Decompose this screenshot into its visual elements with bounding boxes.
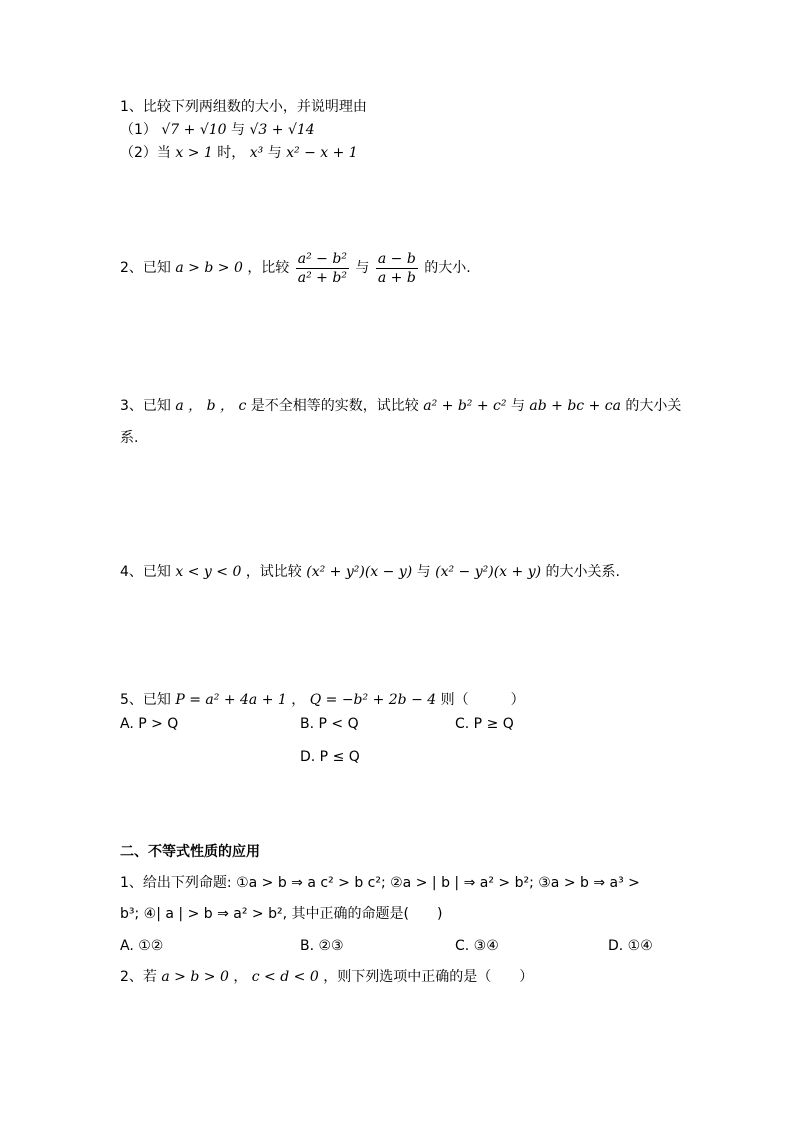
q3-line1 [120,396,681,416]
q2-compare: ，比较 [247,260,290,276]
q1-title: 1、比较下列两组数的大小，并说明理由 [120,99,367,115]
q2-suffix: 的大小. [424,260,471,276]
q2-fraction-1-denominator: a² + b² [297,269,347,286]
q4-mid: ，试比较 [245,564,302,580]
q2-cond: a > b > 0 [175,260,243,276]
section2-q2-sep: ， [233,969,248,985]
section2-q2-cond2: c < d < 0 [251,969,319,985]
section2-q1-line2: b³; ④| a | > b ⇒ a² > b², 其中正确的命题是( ) [120,906,443,922]
q5-prefix: 5、已知 [120,692,171,708]
q1-part2-with: 与 [267,145,282,161]
section2-q1-option-c: C. ③④ [455,938,499,954]
q4 [120,562,620,582]
q2-fraction-2-numerator: a − b [377,250,416,267]
q1-part2-label: （2）当 [120,145,171,161]
q1-part2-expr-a: x³ [249,145,264,161]
section2-heading: 二、不等式性质的应用 [120,844,260,860]
q1-part1-expr-a: √7 + √10 [161,122,227,138]
q3-with: 与 [510,398,525,414]
q3-line2: 系. [120,430,139,446]
q1-part1 [120,120,315,140]
q5 [120,690,525,710]
q2-prefix: 2、已知 [120,260,171,276]
q5-P: P = a² + 4a + 1 [175,692,287,708]
q1-part1-with: 与 [231,122,246,138]
q1-part1-label: （1） [120,122,157,138]
section2-q2 [120,967,533,987]
q3-vars: a ， b ， c [175,398,247,414]
q2-with: 与 [355,260,370,276]
q2-fraction-2 [376,250,418,287]
q5-sep: ， [291,692,306,708]
q3-prefix: 3、已知 [120,398,171,414]
section2-q2-prefix: 2、若 [120,969,157,985]
q3-expr-2: ab + bc + ca [529,398,621,414]
q5-option-c: C. P ≥ Q [455,716,514,732]
q5-suffix: 则（ ） [440,692,525,708]
section2-q1-option-a: A. ①② [120,938,164,954]
section2-q2-cond1: a > b > 0 [161,969,229,985]
q3-suffix: 的大小关 [625,398,682,414]
q4-expr-1: (x² + y²)(x − y) [306,564,413,580]
q2-fraction-2-denominator: a + b [377,269,416,286]
section2-q1-line1: 1、给出下列命题: ①a > b ⇒ a c² > b c²; ②a > | b | ⇒ a² > b²; ③a > b ⇒ a³ > [120,875,640,891]
q5-option-b: B. P < Q [300,716,359,732]
q4-with: 与 [416,564,431,580]
q2 [120,248,471,288]
q5-option-a: A. P > Q [120,716,179,732]
q4-suffix: 的大小关系. [545,564,620,580]
q4-cond: x < y < 0 [175,564,242,580]
q4-expr-2: (x² − y²)(x + y) [435,564,542,580]
section2-q1-option-b: B. ②③ [300,938,344,954]
q2-fraction-1-numerator: a² − b² [297,250,347,267]
section2-q1-option-d: D. ①④ [608,938,653,954]
q1-part2-expr-b: x² − x + 1 [286,145,358,161]
q1-part2-cond: x > 1 [175,145,213,161]
q5-Q: Q = −b² + 2b − 4 [309,692,437,708]
q4-prefix: 4、已知 [120,564,171,580]
section2-q2-suffix: ，则下列选项中正确的是（ ） [323,969,534,985]
q1-part2 [120,143,358,163]
q3-expr-1: a² + b² + c² [423,398,507,414]
q1-part2-when: 时， [217,145,246,161]
q2-fraction-1 [296,250,349,287]
q3-mid: 是不全相等的实数，试比较 [250,398,419,414]
q5-option-d: D. P ≤ Q [300,749,360,765]
q1-part1-expr-b: √3 + √14 [249,122,315,138]
